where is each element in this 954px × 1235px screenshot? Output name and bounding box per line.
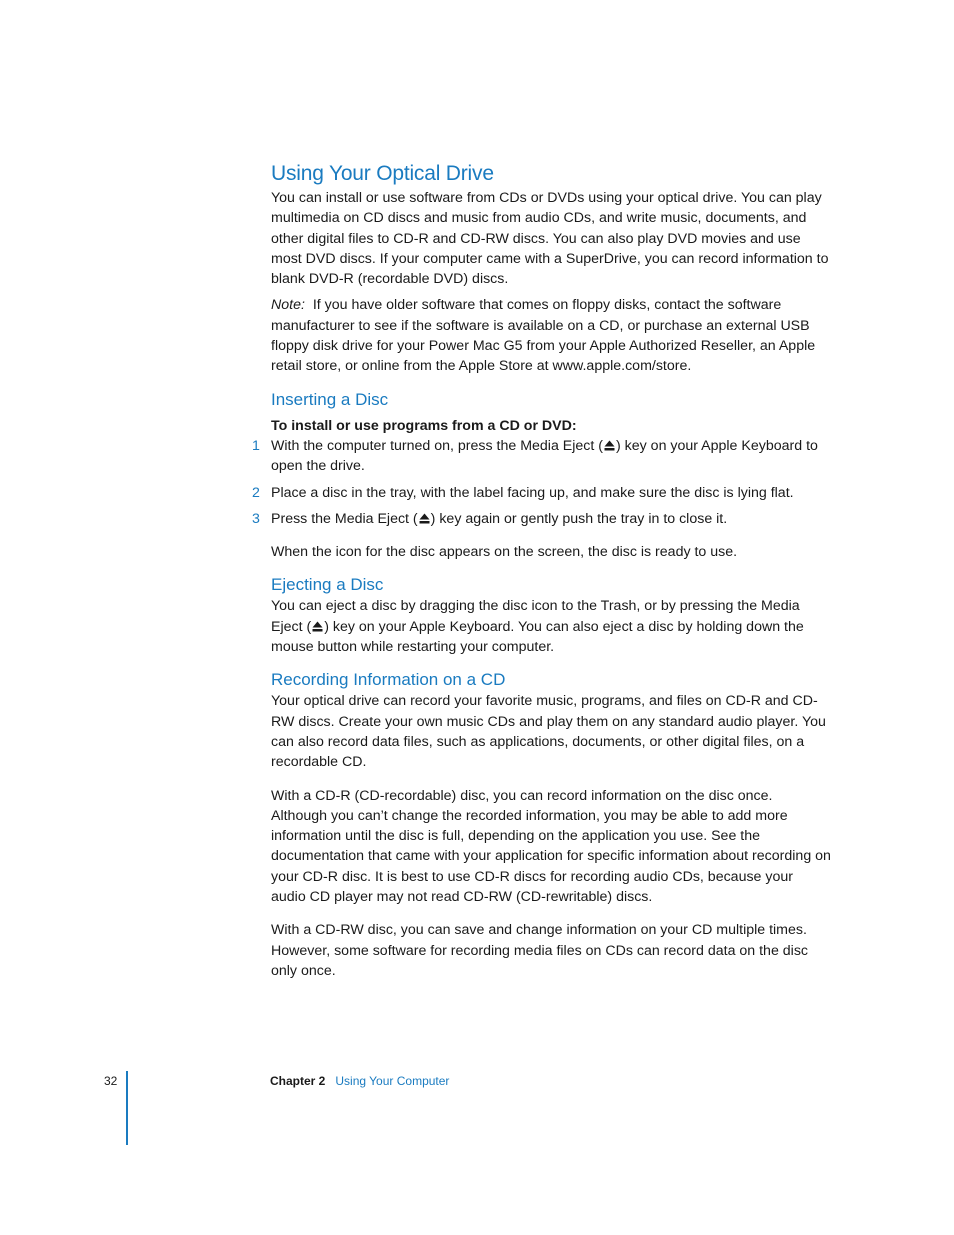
chapter-label: Chapter 2 (270, 1074, 326, 1088)
step-number: 1 (252, 437, 260, 454)
footer-chapter (270, 1073, 449, 1089)
section-heading-recording: Recording Information on a CD (271, 670, 506, 690)
step-number: 2 (252, 484, 260, 501)
eject-icon (419, 513, 430, 524)
ejecting-paragraph (271, 596, 831, 657)
recording-paragraph: With a CD-R (CD-recordable) disc, you can record information on the disc once. Although you can’t change the recorded information, you may be able to add more information until the disc is full, depending on the application you use. See the documentation that came with your application for specific information about recording on your CD-R disc. It is best to use CD-R discs for recording audio CDs, because your audio CD player may not read CD-RW (CD-rewritable) discs. (271, 787, 831, 906)
step-text-after: ) key again or gently push the tray in to close it. (430, 510, 728, 527)
section-heading-ejecting: Ejecting a Disc (271, 575, 384, 595)
list-item (252, 483, 831, 503)
step-text-after: ) key on your Apple Keyboard to open the drive. (271, 437, 818, 475)
intro-paragraph: You can install or use software from CDs or DVDs using your optical drive. You can play multimedia on CD discs and music from audio CDs, and write music, documents, and other digital files to CD-R and CD-RW discs. You can also play DVD movies and use most DVD discs. If your computer came with a SuperDrive, you can record information to blank DVD-R (recordable DVD) discs. (271, 190, 829, 288)
note-label: Note: (271, 297, 305, 314)
note-text: If you have older software that comes on floppy disks, contact the software manufacturer to see if the software is available on a CD, or purchase an external USB floppy disk drive for your Power Mac G5 from your Apple Authorized Reseller, an Apple retail store, or online from the Apple Store at www.apple.com/store. (271, 297, 816, 375)
page-number: 32 (104, 1074, 118, 1088)
eject-icon (604, 440, 615, 451)
note-paragraph (271, 295, 831, 376)
ejecting-text-after: ) key on your Apple Keyboard. You can also eject a disc by holding down the mouse button while restarting your computer. (271, 618, 804, 656)
steps-list (252, 436, 831, 529)
ejecting-text-before: You can eject a disc by dragging the disc icon to the Trash, or by pressing the Media Eject ( (271, 598, 800, 635)
page-content (252, 160, 831, 981)
eject-icon (312, 621, 323, 632)
section-heading-inserting: Inserting a Disc (271, 389, 389, 409)
footer-rule (126, 1071, 128, 1145)
recording-paragraph: Your optical drive can record your favorite music, programs, and files on CD-R and CD-RW discs. Create your own music CDs and play them on any standard audio player. You can also record data files, such as applications, documents, or other digital files, on a recordable CD. (271, 693, 826, 771)
step-text-before: With the computer turned on, press the Media Eject ( (271, 437, 603, 454)
result-paragraph: When the icon for the disc appears on the screen, the disc is ready to use. (271, 544, 738, 561)
page-title: Using Your Optical Drive (271, 162, 494, 185)
step-number: 3 (252, 510, 260, 527)
recording-paragraph: With a CD-RW disc, you can save and change information on your CD multiple times. However, some software for recording media files on CDs can record data on the disc only once. (271, 922, 809, 979)
list-item (252, 509, 831, 529)
chapter-title: Using Your Computer (335, 1074, 450, 1088)
step-text-before: Press the Media Eject ( (271, 510, 418, 527)
list-item (252, 436, 831, 477)
step-text: Place a disc in the tray, with the label facing up, and make sure the disc is lying flat. (271, 484, 794, 501)
task-heading: To install or use programs from a CD or DVD: (271, 417, 577, 434)
